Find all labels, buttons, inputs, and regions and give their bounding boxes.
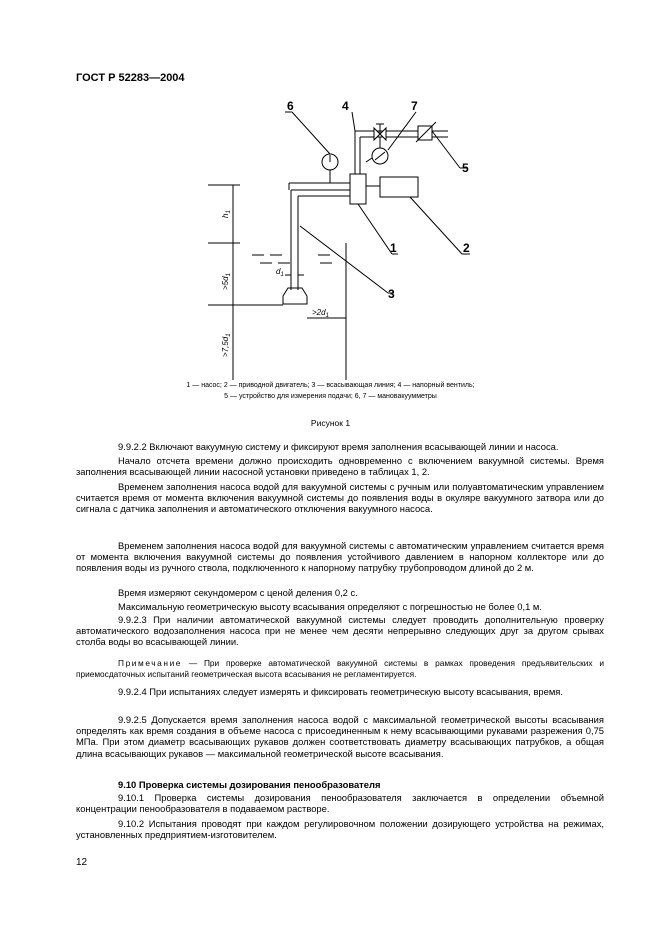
page-number: 12 [76, 857, 88, 868]
paragraph-max-height: Максимальную геометрическую высоту всасывания определяют с погрешностью не более 0,1 м. [118, 601, 542, 612]
dim-h1: $h_1$ [221, 210, 232, 218]
note-text: — При проверке автоматической вакуумной системы в рамках проведения предъявительских и приемосдаточных испытаний геометрическая высота всасывания не регламентируется. [76, 658, 604, 679]
paragraph-9-10-1: 9.10.1 Проверка системы дозирования пенообразователя заключается в определении объемной концентрации пенообразователя в подаваемом растворе. [76, 792, 604, 815]
water-surface [252, 255, 332, 263]
paragraph-stopwatch: Время измеряют секундомером с ценой деления 0,2 с. [118, 587, 358, 598]
pump-body [350, 174, 366, 204]
figure-caption-line-1: 1 — насос; 2 — приводной двигатель; 3 — всасывающая линия; 4 — напорный вентиль; [186, 382, 475, 389]
dim-d1: $d_1$ [276, 267, 284, 278]
dim-5d1: $>5d_1$ [221, 273, 232, 290]
dim-7-5d1: $>7,5d_1$ [221, 333, 232, 357]
label-5: 5 [462, 161, 469, 175]
paragraph-9-9-2-5: 9.9.2.5 Допускается время заполнения насоса водой с максимальной геометрической высоты всасывания определять как время создания в объеме насоса с присоединенным к нему всасывающими рукавами разрежения 0,75 МПа. При этом диаметр всасывающих рукавов должен соответствовать диаметру всасывающих патрубков, а общая длина всасывающих рукавов — максимальной геометрической высоте всасывания. [76, 714, 604, 759]
paragraph-note [76, 658, 604, 680]
label-4: 4 [342, 99, 349, 113]
paragraph-9-9-2-3: 9.9.2.3 При наличии автоматической вакуумной системы следует проводить дополнительную проверку автоматического водозаполнения насоса при не менее чем десяти непрерывно следующих друг за другом срывах столба воды во всасывающей линии. [76, 614, 604, 648]
label-3: 3 [388, 287, 395, 301]
dim-2d1: $>2d_1$ [312, 308, 329, 319]
document-code: ГОСТ Р 52283—2004 [76, 72, 185, 84]
label-6: 6 [287, 99, 294, 113]
label-2: 2 [463, 241, 470, 255]
label-7: 7 [411, 99, 418, 113]
paragraph-manual-control: Временем заполнения насоса водой для вакуумной системы с ручным или полуавтоматическим управлением считается время от момента включения вакуумной системы до появления воды в окуляре вакуумного затвора или до сигнала с датчика заполнения и автоматического отключения вакуумного насоса. [76, 481, 604, 515]
paragraph-9-9-2-4: 9.9.2.4 При испытаниях следует измерять и фиксировать геометрическую высоту всасывания, время. [118, 686, 563, 697]
drive-motor [380, 177, 418, 197]
figure-caption-line-2: 5 — устройство для измерения подачи; 6, 7 — мановакуумметры [224, 393, 437, 400]
strainer [283, 288, 307, 304]
paragraph-9-9-2-2: 9.9.2.2 Включают вакуумную систему и фиксируют время заполнения всасывающей линии и насоса. [118, 441, 559, 452]
note-label: Примечание [118, 658, 183, 668]
paragraph-start-time: Начало отсчета времени должно происходить одновременно с включением вакуумной системы. Время заполнения всасывающей линии насосной установки приведено в таблицах 1, 2. [76, 455, 604, 478]
paragraph-9-10-2: 9.10.2 Испытания проводят при каждом регулировочном положении дозирующего устройства на режимах, установленных предприятием-изготовителем. [76, 818, 604, 841]
section-9-10-heading: 9.10 Проверка системы дозирования пенообразователя [118, 779, 381, 790]
label-1: 1 [390, 241, 397, 255]
figure-title: Рисунок 1 [310, 418, 351, 428]
pump-diagram [0, 0, 661, 380]
paragraph-auto-control: Временем заполнения насоса водой для вакуумной системы с автоматическим управлением считается время от момента включения вакуумной системы до появления устойчивого давлением в напорном коллекторе или до появления воды из ручного ствола, подключенного к напорному патрубку трубопроводом длиной до 2 м. [76, 540, 604, 574]
